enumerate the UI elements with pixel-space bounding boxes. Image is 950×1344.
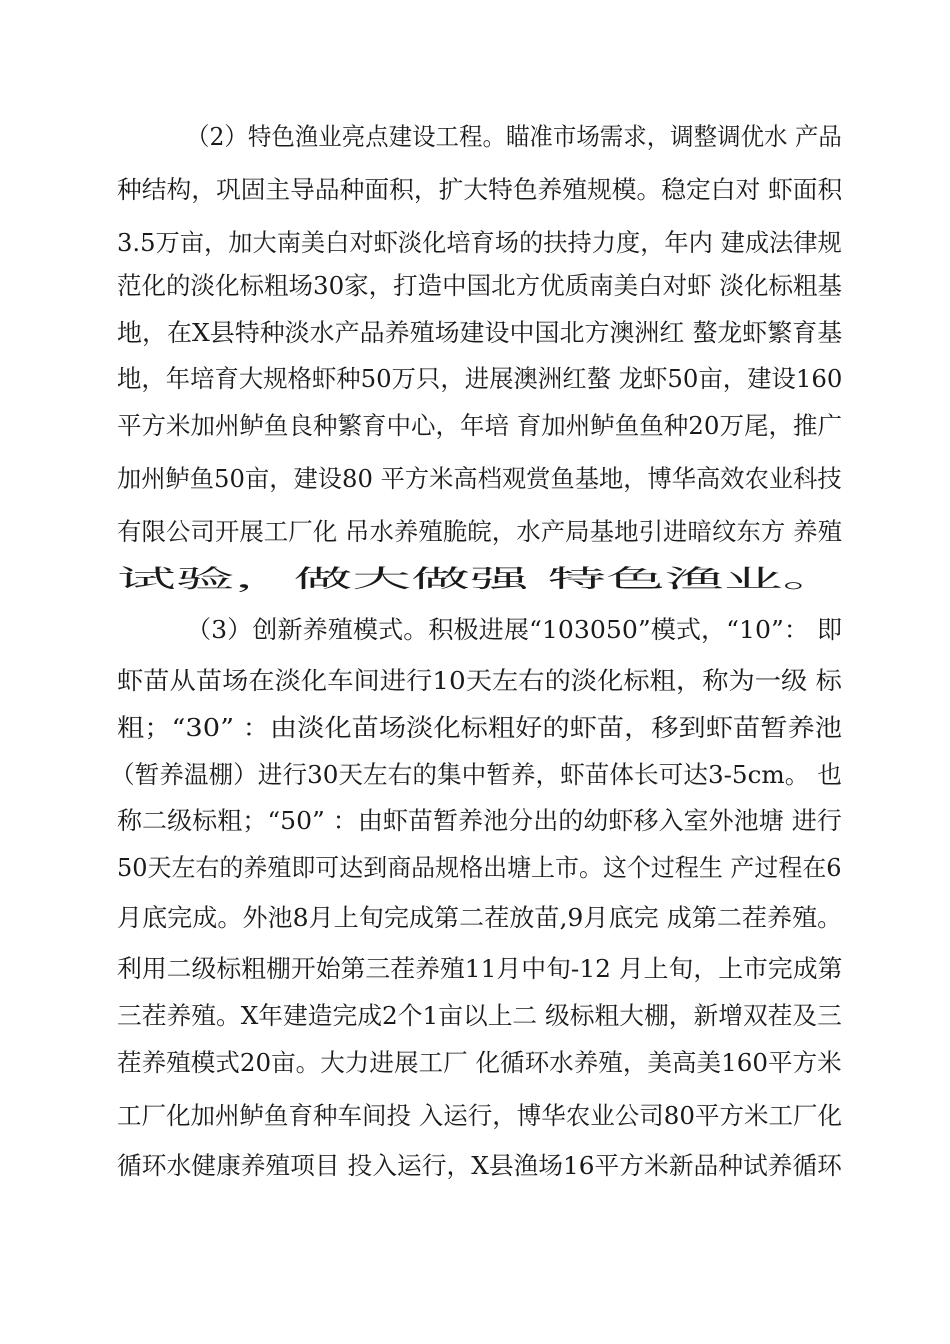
paragraph-3-line-4: （暂养温棚）进行30天左右的集中暂养，虾苗体长可达3-5cm。 也 — [110, 760, 842, 789]
paragraph-2-line-2: 种结构，巩固主导品种面积，扩大特色养殖规模。稳定白对 虾面积 — [117, 175, 843, 204]
paragraph-3-line-5: 称二级标粗；“50” ：由虾苗暂养池分出的幼虾移入室外池塘 进行 — [117, 806, 842, 835]
paragraph-2-line-4: 范化的淡化标粗场30家，打造中国北方优质南美白对虾 淡化标粗基 — [117, 271, 842, 300]
paragraph-2-line-1: （2）特色渔业亮点建设工程。瞄准市场需求，调整调优水 产品 — [186, 122, 842, 151]
paragraph-2-line-8: 加州鲈鱼50亩，建设80 平方米高档观赏鱼基地，博华高效农业科技 — [117, 464, 842, 493]
paragraph-2-line-6: 地，年培育大规格虾种50万只，进展澳洲红螯 龙虾50亩，建设160 — [117, 364, 843, 393]
paragraph-3-line-2: 虾苗从苗场在淡化车间进行10天左右的淡化标粗，称为一级 标 — [117, 666, 842, 695]
paragraph-2-line-10: 试验，做大做强 特色渔业。 — [117, 564, 842, 593]
paragraph-2-line-5: 地，在X县特种淡水产品养殖场建设中国北方澳洲红 螯龙虾繁育基 — [117, 318, 843, 347]
paragraph-3-line-11: 工厂化加州鲈鱼育种车间投 入运行，博华农业公司80平方米工厂化 — [117, 1101, 842, 1130]
paragraph-2-line-9: 有限公司开展工厂化 吊水养殖脆皖，水产局基地引进暗纹东方 养殖 — [117, 517, 843, 546]
paragraph-3-line-10: 茬养殖模式20亩。大力进展工厂 化循环水养殖，美高美160平方米 — [117, 1048, 842, 1077]
paragraph-3-line-1: （3）创新养殖模式。积极进展“103050”模式，“10”： 即 — [186, 615, 843, 644]
paragraph-2-line-3: 3.5万亩，加大南美白对虾淡化培育场的扶持力度，年内 建成法律规 — [117, 228, 842, 257]
paragraph-3-line-8: 利用二级标粗棚开始第三茬养殖11月中旬-12 月上旬，上市完成第 — [117, 954, 843, 983]
paragraph-3-line-9: 三茬养殖。X年建造完成2个1亩以上二 级标粗大棚，新增双茬及三 — [117, 1001, 842, 1030]
paragraph-3-line-3: 粗；“30” ：由淡化苗场淡化标粗好的虾苗，移到虾苗暂养池 — [117, 713, 843, 742]
paragraph-3-line-7: 月底完成。外池8月上旬完成第二茬放苗,9月底完 成第二茬养殖。 — [117, 903, 843, 932]
paragraph-3-line-6: 50天左右的养殖即可达到商品规格出塘上市。这个过程生 产过程在6 — [117, 853, 842, 882]
paragraph-2-line-7: 平方米加州鲈鱼良种繁育中心，年培 育加州鲈鱼鱼种20万尾，推广 — [117, 411, 842, 440]
paragraph-3-line-12: 循环水健康养殖项目 投入运行，X县渔场16平方米新品种试养循环 — [117, 1151, 842, 1180]
